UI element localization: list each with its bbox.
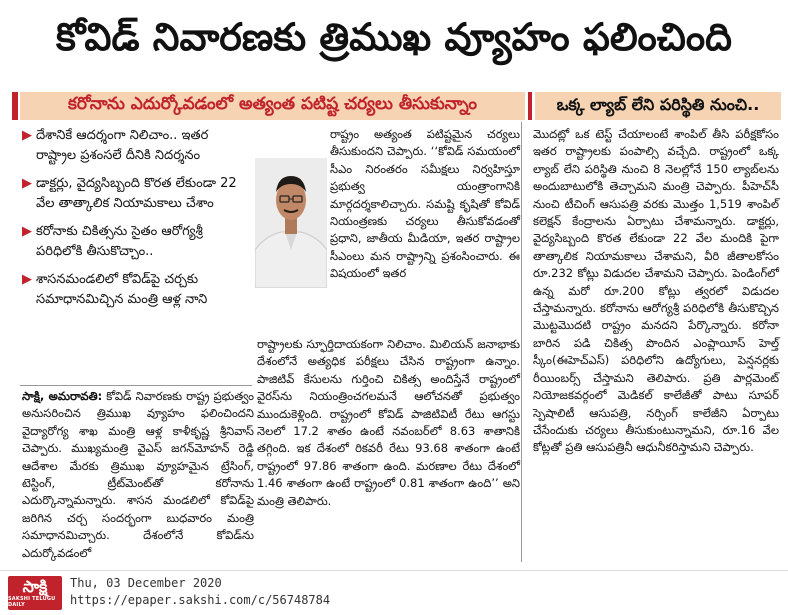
article-column-lead	[22, 388, 254, 562]
bullet-item	[22, 270, 252, 310]
sakshi-logo	[8, 576, 62, 610]
column-divider	[521, 122, 522, 562]
bullet-text: శాసనమండలిలో కోవిడ్‌పై చర్చకు సమాధానమిచ్చిన మంత్రి ఆళ్ల నాని	[36, 272, 208, 307]
subheading-left: కరోనాను ఎదుర్కోవడంలో అత్యంత పటిష్ట చర్యలు తీసుకున్నాం	[20, 92, 525, 120]
edition-date: Thu, 03 December 2020	[70, 576, 222, 590]
section-divider	[20, 385, 252, 386]
logo-text: సాక్షి	[22, 577, 48, 596]
triangle-bullet-icon: ▶	[22, 176, 32, 191]
bullet-text: కరోనాకు చికిత్సను సైతం ఆరోగ్యశ్రీ పరిధిలోకి తీసుకొచ్చాం..	[36, 224, 203, 259]
bullet-item	[22, 174, 252, 214]
subheading-right: ఒక్క ల్యాబ్ లేని పరిస్థితి నుంచి..	[535, 92, 781, 120]
article-column-right: మొదట్లో ఒక టెస్ట్ చేయాలంటే శాంపిల్ తీసి పరీక్షకోసం ఇతర రాష్ట్రాలకు పంపాల్సి వచ్చేది. రాష్ట్రంలో ఒక్క ల్యాబ్ లేని పరిస్థితి నుంచి 8 నెలల్లోనే 150 ల్యాబ్‌లను అందుబాటులోకి తెచ్చామని మంత్రి చెప్పారు. పీహెచ్‌సీ నుంచి టీచింగ్ ఆసుపత్రి వరకు మొత్తం 1,519 శాంపిల్ కలెక్షన్ కేంద్రాలను ఏర్పాటు చేశామన్నారు. డాక్టర్లు, వైద్యసిబ్బంది కొరత లేకుండా 22 వేల మందికి పైగా తాత్కాలిక నియామకాలు చేశామని, వీరి జీతాలకోసం రూ.232 కోట్లు విడుదల చేశామని చెప్పారు. పెండింగ్‌లో ఉన్న మరో రూ.200 కోట్లు త్వరలో విడుదల చేస్తామన్నారు. కరోనాను ఆరోగ్యశ్రీ పరిధిలోకి తీసుకొచ్చిన మొట్టమొదటి రాష్ట్రం మనదని పేర్కొన్నారు. కరోనా బారిన పడి చికిత్స పొందిన ఎంప్లాయీస్ హెల్త్ స్కీం(ఈహెచ్‌ఎస్) పరిధిలోని ఉద్యోగులు, పెన్షనర్లకు రీయింబర్స్ చేస్తామని తెలిపారు. ప్రతి పార్లమెంట్ నియోజకవర్గంలో మెడికల్ కాలేజీతో పాటు సూపర్ స్పెషాలిటీ ఆసుపత్రి, నర్సింగ్ కాలేజీని ఏర్పాటు చేసేందుకు చర్యలు తీసుకుంటున్నామని, రూ.16 వేల కోట్లతో ప్రతి ఆసుపత్రినీ ఆధునీకరిస్తామని చెప్పారు.	[533, 127, 779, 455]
bullet-item	[22, 126, 252, 166]
source-url[interactable]: https://epaper.sakshi.com/c/56748784	[70, 593, 331, 607]
article-column-top: రాష్ట్రం అత్యంత పటిష్టమైన చర్యలు తీసుకుందని చెప్పారు. ‘‘కోవిడ్ సమయంలో సీఎం నిరంతరం సమీక్షలు నిర్వహిస్తూ ప్రభుత్వ యంత్రాంగానికి మార్గదర్శకాలిచ్చారు. సమష్టి కృషితో కోవిడ్ నియంత్రణకు చర్యలు తీసుకోవడంతో ప్రధాని, జాతీయ మీడియా, ఇతర రాష్ట్రాల సీఎంలు మన రాష్ట్రాన్ని ప్రశంసించారు. ఈ విషయంలో ఇతర	[330, 127, 520, 281]
logo-subtext: SAKSHI TELUGU DAILY	[8, 596, 56, 608]
bullet-item	[22, 222, 252, 262]
bullet-text: డాక్టర్లు, వైద్యసిబ్బంది కొరత లేకుండా 22 వేల తాత్కాలిక నియామకాలు చేశాం	[36, 176, 237, 211]
article-column-middle: రాష్ట్రాలకు స్ఫూర్తిదాయకంగా నిలిచాం. మిలియన్ జనాభాకు దేశంలోనే అత్యధిక పరీక్షలు చేసిన రాష్ట్రంగా ఉన్నాం. పాజిటివ్ కేసులను గుర్తించి చికిత్స అందిస్తేనే రాష్ట్రంలో వైరస్‌ను నియంత్రించగలమనే ఆలోచనతో ప్రభుత్వం ముందుకెళ్లింది. రాష్ట్రంలో కోవిడ్ పాజిటివిటీ రేటు ఆగస్టు నెలలో 17.2 శాతం ఉంటే నవంబర్‌లో 8.63 శాతానికి తగ్గింది. ఇక దేశంలో రికవరీ రేటు 93.68 శాతంగా ఉంటే రాష్ట్రంలో 97.86 శాతంగా ఉంది. మరణాల రేటు దేశంలో 1.46 శాతంగా ఉంటే రాష్ట్రంలో 0.81 శాతంగా ఉంది’’ అని మంత్రి తెలిపారు.	[257, 337, 520, 508]
bullet-list	[22, 126, 252, 318]
triangle-bullet-icon: ▶	[22, 128, 32, 143]
triangle-bullet-icon: ▶	[22, 224, 32, 239]
dateline: సాక్షి, అమరావతి:	[22, 389, 103, 403]
person-photo	[255, 158, 327, 288]
accent-bar-right	[528, 92, 532, 120]
bullet-text: దేశానికే ఆదర్శంగా నిలిచాం.. ఇతర రాష్ట్రాల ప్రశంసలే దీనికి నిదర్శనం	[36, 128, 209, 163]
triangle-bullet-icon: ▶	[22, 272, 32, 287]
article-lead-text: కోవిడ్ నివారణకు రాష్ట్ర ప్రభుత్వం అనుసరించిన త్రిముఖ వ్యూహం ఫలించిందని వైద్యారోగ్య శాఖ మంత్రి ఆళ్ల కాళీకృష్ణ శ్రీనివాస్ చెప్పారు. ముఖ్యమంత్రి వైఎస్ జగన్‌మోహన్ రెడ్డి ఆదేశాల మేరకు త్రిముఖ వ్యూహమైన ట్రేసింగ్, టెస్టింగ్, ట్రీట్‌మెంట్‌తో కరోనాను ఎదుర్కొన్నామన్నారు. శాసన మండలిలో కోవిడ్‌పై జరిగిన చర్చ సందర్భంగా బుధవారం మంత్రి సమాధానమిచ్చారు. దేశంలోనే కోవిడ్‌ను ఎదుర్కోవడంలో	[22, 389, 254, 560]
accent-bar-left	[12, 92, 18, 120]
headline: కోవిడ్ నివారణకు త్రిముఖ వ్యూహం ఫలించింది	[56, 15, 732, 59]
